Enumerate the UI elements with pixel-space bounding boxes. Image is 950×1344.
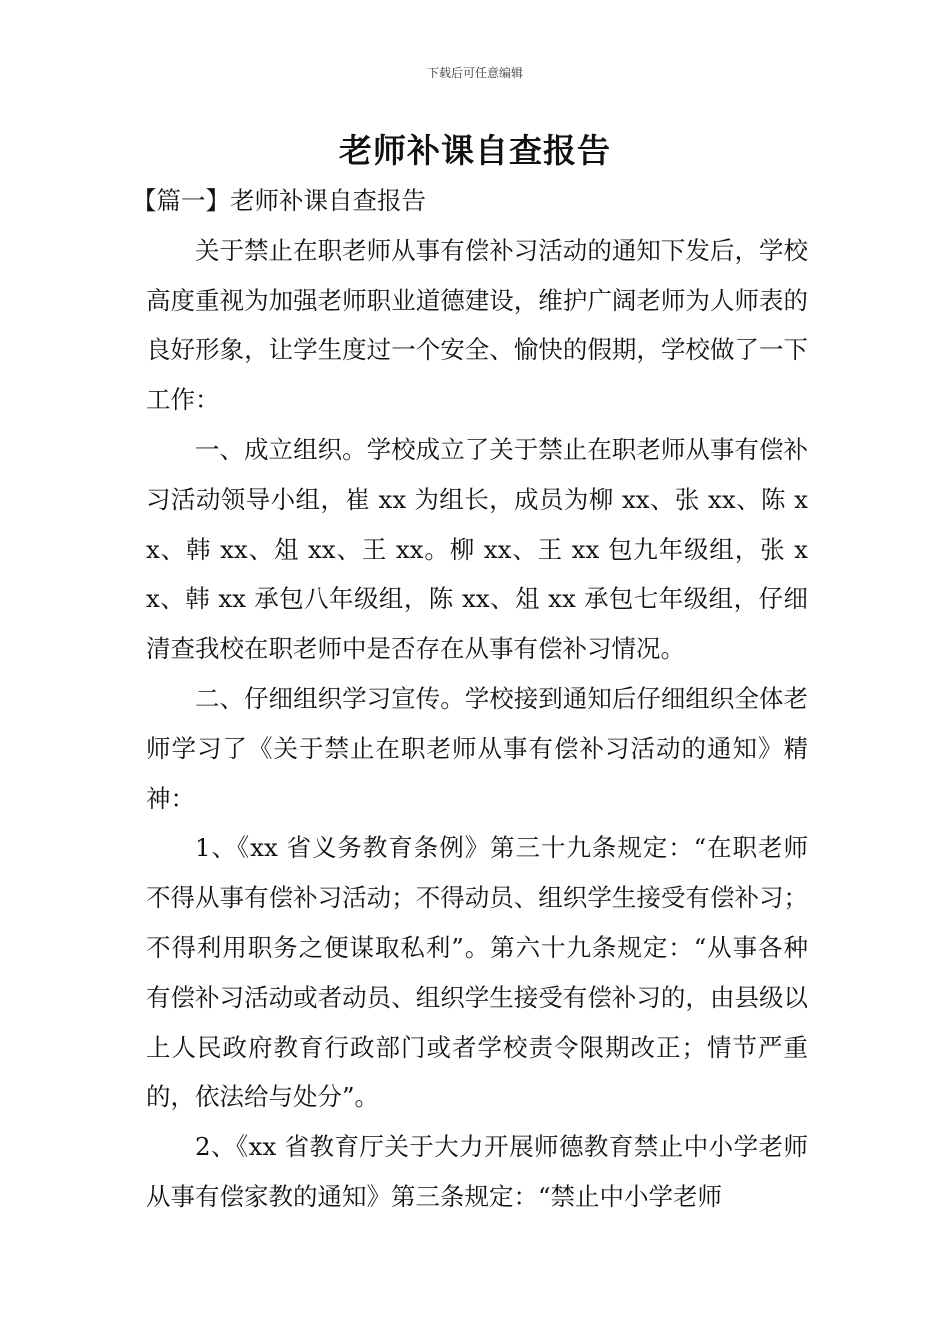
- section-heading: 【篇一】老师补课自查报告: [132, 186, 426, 215]
- body-paragraph-study-publicity: 二、仔细组织学习宣传。学校接到通知后仔细组织全体老师学习了《关于禁止在职老师从事有偿补习活动的通知》精神：: [146, 683, 808, 813]
- body-paragraph-regulation-2: 2、《xx 省教育厅关于大力开展师德教育禁止中小学老师从事有偿家教的通知》第三条规定：“禁止中小学老师: [146, 1132, 808, 1211]
- document-body: [132, 176, 808, 1222]
- document-title: 老师补课自查报告: [339, 131, 611, 170]
- body-paragraph-organization: 一、成立组织。学校成立了关于禁止在职老师从事有偿补习活动领导小组，崔 xx 为组长，成员为柳 xx、张 xx、陈 xx、韩 xx、俎 xx、王 xx。柳 xx、王 xx 包九年级组，张 xx、韩 xx 承包八年级组，陈 xx、俎 xx 承包七年级组，仔细清查我校在职老师中是否存在从事有偿补习情况。: [146, 434, 808, 664]
- body-paragraph-intro: 关于禁止在职老师从事有偿补习活动的通知下发后，学校高度重视为加强老师职业道德建设，维护广阔老师为人师表的良好形象，让学生度过一个安全、愉快的假期，学校做了一下工作：: [146, 235, 808, 415]
- page-header-note: 下载后可任意编辑: [426, 66, 523, 80]
- body-paragraph-regulation-1: 1、《xx 省义务教育条例》第三十九条规定：“在职老师不得从事有偿补习活动；不得动员、组织学生接受有偿补习；不得利用职务之便谋取私利”。第六十九条规定：“从事各种有偿补习活动或者动员、组织学生接受有偿补习的，由县级以上人民政府教育行政部门或者学校责令限期改正；情节严重的，依法给与处分”。: [146, 833, 808, 1112]
